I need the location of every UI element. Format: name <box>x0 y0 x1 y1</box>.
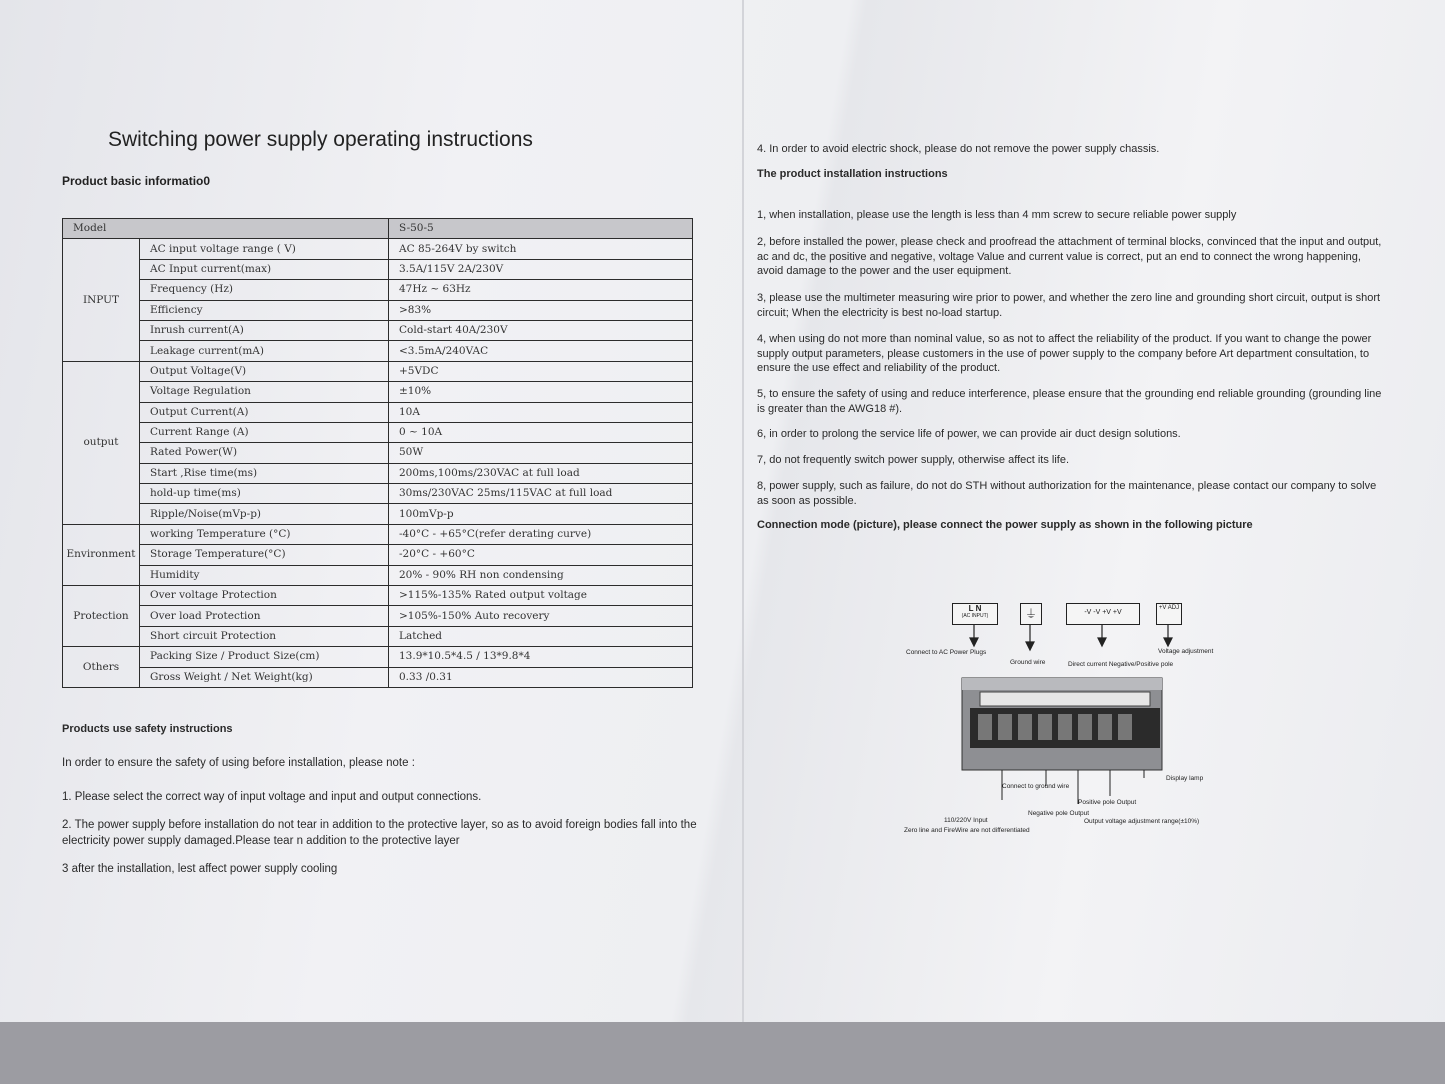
table-value-cell: <3.5mA/240VAC <box>389 341 693 361</box>
table-row <box>63 259 693 279</box>
table-row <box>63 341 693 361</box>
table-row <box>63 626 693 646</box>
table-parameter-cell: Ripple/Noise(mVp-p) <box>140 504 389 524</box>
table-parameter-cell: Inrush current(A) <box>140 320 389 340</box>
page-fold <box>742 0 744 1084</box>
table-header-row <box>63 219 693 239</box>
table-value-cell: >83% <box>389 300 693 320</box>
table-row <box>63 504 693 524</box>
label-display-lamp: Display lamp <box>1166 775 1204 782</box>
table-value-cell: 50W <box>389 443 693 463</box>
table-value-cell: AC 85-264V by switch <box>389 239 693 259</box>
table-header-model-value: S-50-5 <box>389 219 693 239</box>
label-zero-fire: Zero line and FireWire are not differentiated <box>904 827 1030 834</box>
table-row <box>63 239 693 259</box>
label-voltage-adj: Voltage adjustment <box>1158 648 1214 655</box>
table-parameter-cell: hold-up time(ms) <box>140 484 389 504</box>
table-row <box>63 443 693 463</box>
table-parameter-cell: working Temperature (°C) <box>140 524 389 544</box>
table-row <box>63 565 693 585</box>
table-group-label: output <box>63 361 140 524</box>
table-row <box>63 667 693 687</box>
ac-input-terminal-box: L N (AC INPUT) <box>952 603 998 625</box>
table-value-cell: Cold-start 40A/230V <box>389 320 693 340</box>
safety-item-2: 2. The power supply before installation do not tear in addition to the protective layer, so as to avoid foreign bodies fall into the electricity power supply damaged.Please tear n addition to the protective layer <box>62 819 697 847</box>
install-heading: The product installation instructions <box>757 168 948 180</box>
table-parameter-cell: Storage Temperature(°C) <box>140 545 389 565</box>
table-value-cell: 47Hz ~ 63Hz <box>389 280 693 300</box>
label-input-110: 110/220V Input <box>944 817 988 824</box>
install-item-3: 3, please use the multimeter measuring wire prior to power, and whether the zero line and grounding short circuit, output is short circuit; When the electricity is best no-load startup. <box>757 292 1381 319</box>
table-parameter-cell: Voltage Regulation <box>140 382 389 402</box>
table-parameter-cell: Gross Weight / Net Weight(kg) <box>140 667 389 687</box>
table-parameter-cell: Efficiency <box>140 300 389 320</box>
label-ground-wire: Ground wire <box>1010 659 1046 666</box>
install-item-6: 6, in order to prolong the service life of power, we can provide air duct design solutions. <box>757 428 1181 440</box>
table-value-cell: >105%-150% Auto recovery <box>389 606 693 626</box>
table-row <box>63 524 693 544</box>
table-parameter-cell: Over voltage Protection <box>140 586 389 606</box>
diagram-lines <box>900 600 1240 840</box>
background-below-sheet <box>0 1022 1445 1084</box>
label-connect-ac: Connect to AC Power Plugs <box>906 649 987 656</box>
table-row <box>63 484 693 504</box>
table-row <box>63 545 693 565</box>
voltage-adj-box: +V ADJ <box>1156 603 1182 625</box>
dc-output-terminal-box: -V -V +V +V <box>1066 603 1140 625</box>
table-parameter-cell: Over load Protection <box>140 606 389 626</box>
table-parameter-cell: Output Voltage(V) <box>140 361 389 381</box>
table-value-cell: ±10% <box>389 382 693 402</box>
safety-intro: In order to ensure the safety of using before installation, please note : <box>62 757 415 769</box>
table-row <box>63 402 693 422</box>
table-row <box>63 647 693 667</box>
table-value-cell: 10A <box>389 402 693 422</box>
install-item-8: 8, power supply, such as failure, do not do STH without authorization for the maintenance, please contact our company to solve as soon as possible. <box>757 480 1377 507</box>
table-parameter-cell: Current Range (A) <box>140 422 389 442</box>
document-title: Switching power supply operating instructions <box>108 128 533 151</box>
table-parameter-cell: Short circuit Protection <box>140 626 389 646</box>
table-group-label: INPUT <box>63 239 140 361</box>
table-group-label: Protection <box>63 586 140 647</box>
table-row <box>63 382 693 402</box>
table-parameter-cell: AC Input current(max) <box>140 259 389 279</box>
install-item-1: 1, when installation, please use the length is less than 4 mm screw to secure reliable power supply <box>757 209 1237 221</box>
table-parameter-cell: Leakage current(mA) <box>140 341 389 361</box>
table-parameter-cell: Humidity <box>140 565 389 585</box>
safety-item-4: 4. In order to avoid electric shock, please do not remove the power supply chassis. <box>757 143 1160 155</box>
table-group-label: Others <box>63 647 140 688</box>
table-value-cell: 13.9*10.5*4.5 / 13*9.8*4 <box>389 647 693 667</box>
connection-heading: Connection mode (picture), please connect the power supply as shown in the following picture <box>757 519 1253 531</box>
install-item-7: 7, do not frequently switch power supply, otherwise affect its life. <box>757 454 1070 466</box>
safety-item-3: 3 after the installation, lest affect power supply cooling <box>62 863 338 875</box>
spec-table <box>62 218 693 688</box>
table-value-cell: >115%-135% Rated output voltage <box>389 586 693 606</box>
install-item-5: 5, to ensure the safety of using and reduce interference, please ensure that the grounding end reliable grounding (grounding line is greater than the AWG18 #). <box>757 388 1382 415</box>
label-negative-output: Negative pole Output <box>1028 810 1090 817</box>
table-value-cell: -40°C - +65°C(refer derating curve) <box>389 524 693 544</box>
label-connect-ground: Connect to ground wire <box>1002 783 1070 790</box>
table-row <box>63 586 693 606</box>
label-dc-neg-pos: Direct current Negative/Positive pole <box>1068 661 1174 668</box>
table-parameter-cell: Frequency (Hz) <box>140 280 389 300</box>
table-value-cell: -20°C - +60°C <box>389 545 693 565</box>
table-value-cell: 0.33 /0.31 <box>389 667 693 687</box>
table-group-label: Environment <box>63 524 140 585</box>
table-value-cell: 3.5A/115V 2A/230V <box>389 259 693 279</box>
table-row <box>63 606 693 626</box>
install-item-4: 4, when using do not more than nominal value, so as not to affect the reliability of the product. If you want to change the power supply output parameters, please customers in the use of power supply to the company before Art department consultation, to ensure the use effect and reliability of the product. <box>757 333 1372 374</box>
label-positive-output: Positive pole Output <box>1078 799 1137 806</box>
install-item-2: 2, before installed the power, please check and proofread the attachment of terminal blocks, convinced that the input and output, ac and dc, the positive and negative, voltage Value and current value is correct, put an end to connect the wrong happening, avoid damage to the power and the user equipment. <box>757 236 1382 277</box>
table-parameter-cell: Start ,Rise time(ms) <box>140 463 389 483</box>
table-parameter-cell: AC input voltage range ( V) <box>140 239 389 259</box>
table-row <box>63 361 693 381</box>
label-output-range: Output voltage adjustment range(±10%) <box>1084 818 1200 825</box>
safety-heading: Products use safety instructions <box>62 723 233 735</box>
table-row <box>63 463 693 483</box>
table-parameter-cell: Packing Size / Product Size(cm) <box>140 647 389 667</box>
table-row <box>63 280 693 300</box>
connection-diagram <box>900 600 1240 840</box>
table-header-model: Model <box>63 219 389 239</box>
table-value-cell: 200ms,100ms/230VAC at full load <box>389 463 693 483</box>
table-value-cell: 0 ~ 10A <box>389 422 693 442</box>
table-parameter-cell: Rated Power(W) <box>140 443 389 463</box>
safety-item-1: 1. Please select the correct way of input voltage and input and output connections. <box>62 791 482 803</box>
table-value-cell: 100mVp-p <box>389 504 693 524</box>
table-value-cell: +5VDC <box>389 361 693 381</box>
table-row <box>63 422 693 442</box>
basic-info-heading: Product basic informatio0 <box>62 174 211 188</box>
table-row <box>63 300 693 320</box>
ground-symbol-icon: ⏚ <box>1020 603 1042 625</box>
table-value-cell: Latched <box>389 626 693 646</box>
table-row <box>63 320 693 340</box>
table-value-cell: 20% - 90% RH non condensing <box>389 565 693 585</box>
table-value-cell: 30ms/230VAC 25ms/115VAC at full load <box>389 484 693 504</box>
table-parameter-cell: Output Current(A) <box>140 402 389 422</box>
safety-section <box>62 723 722 889</box>
